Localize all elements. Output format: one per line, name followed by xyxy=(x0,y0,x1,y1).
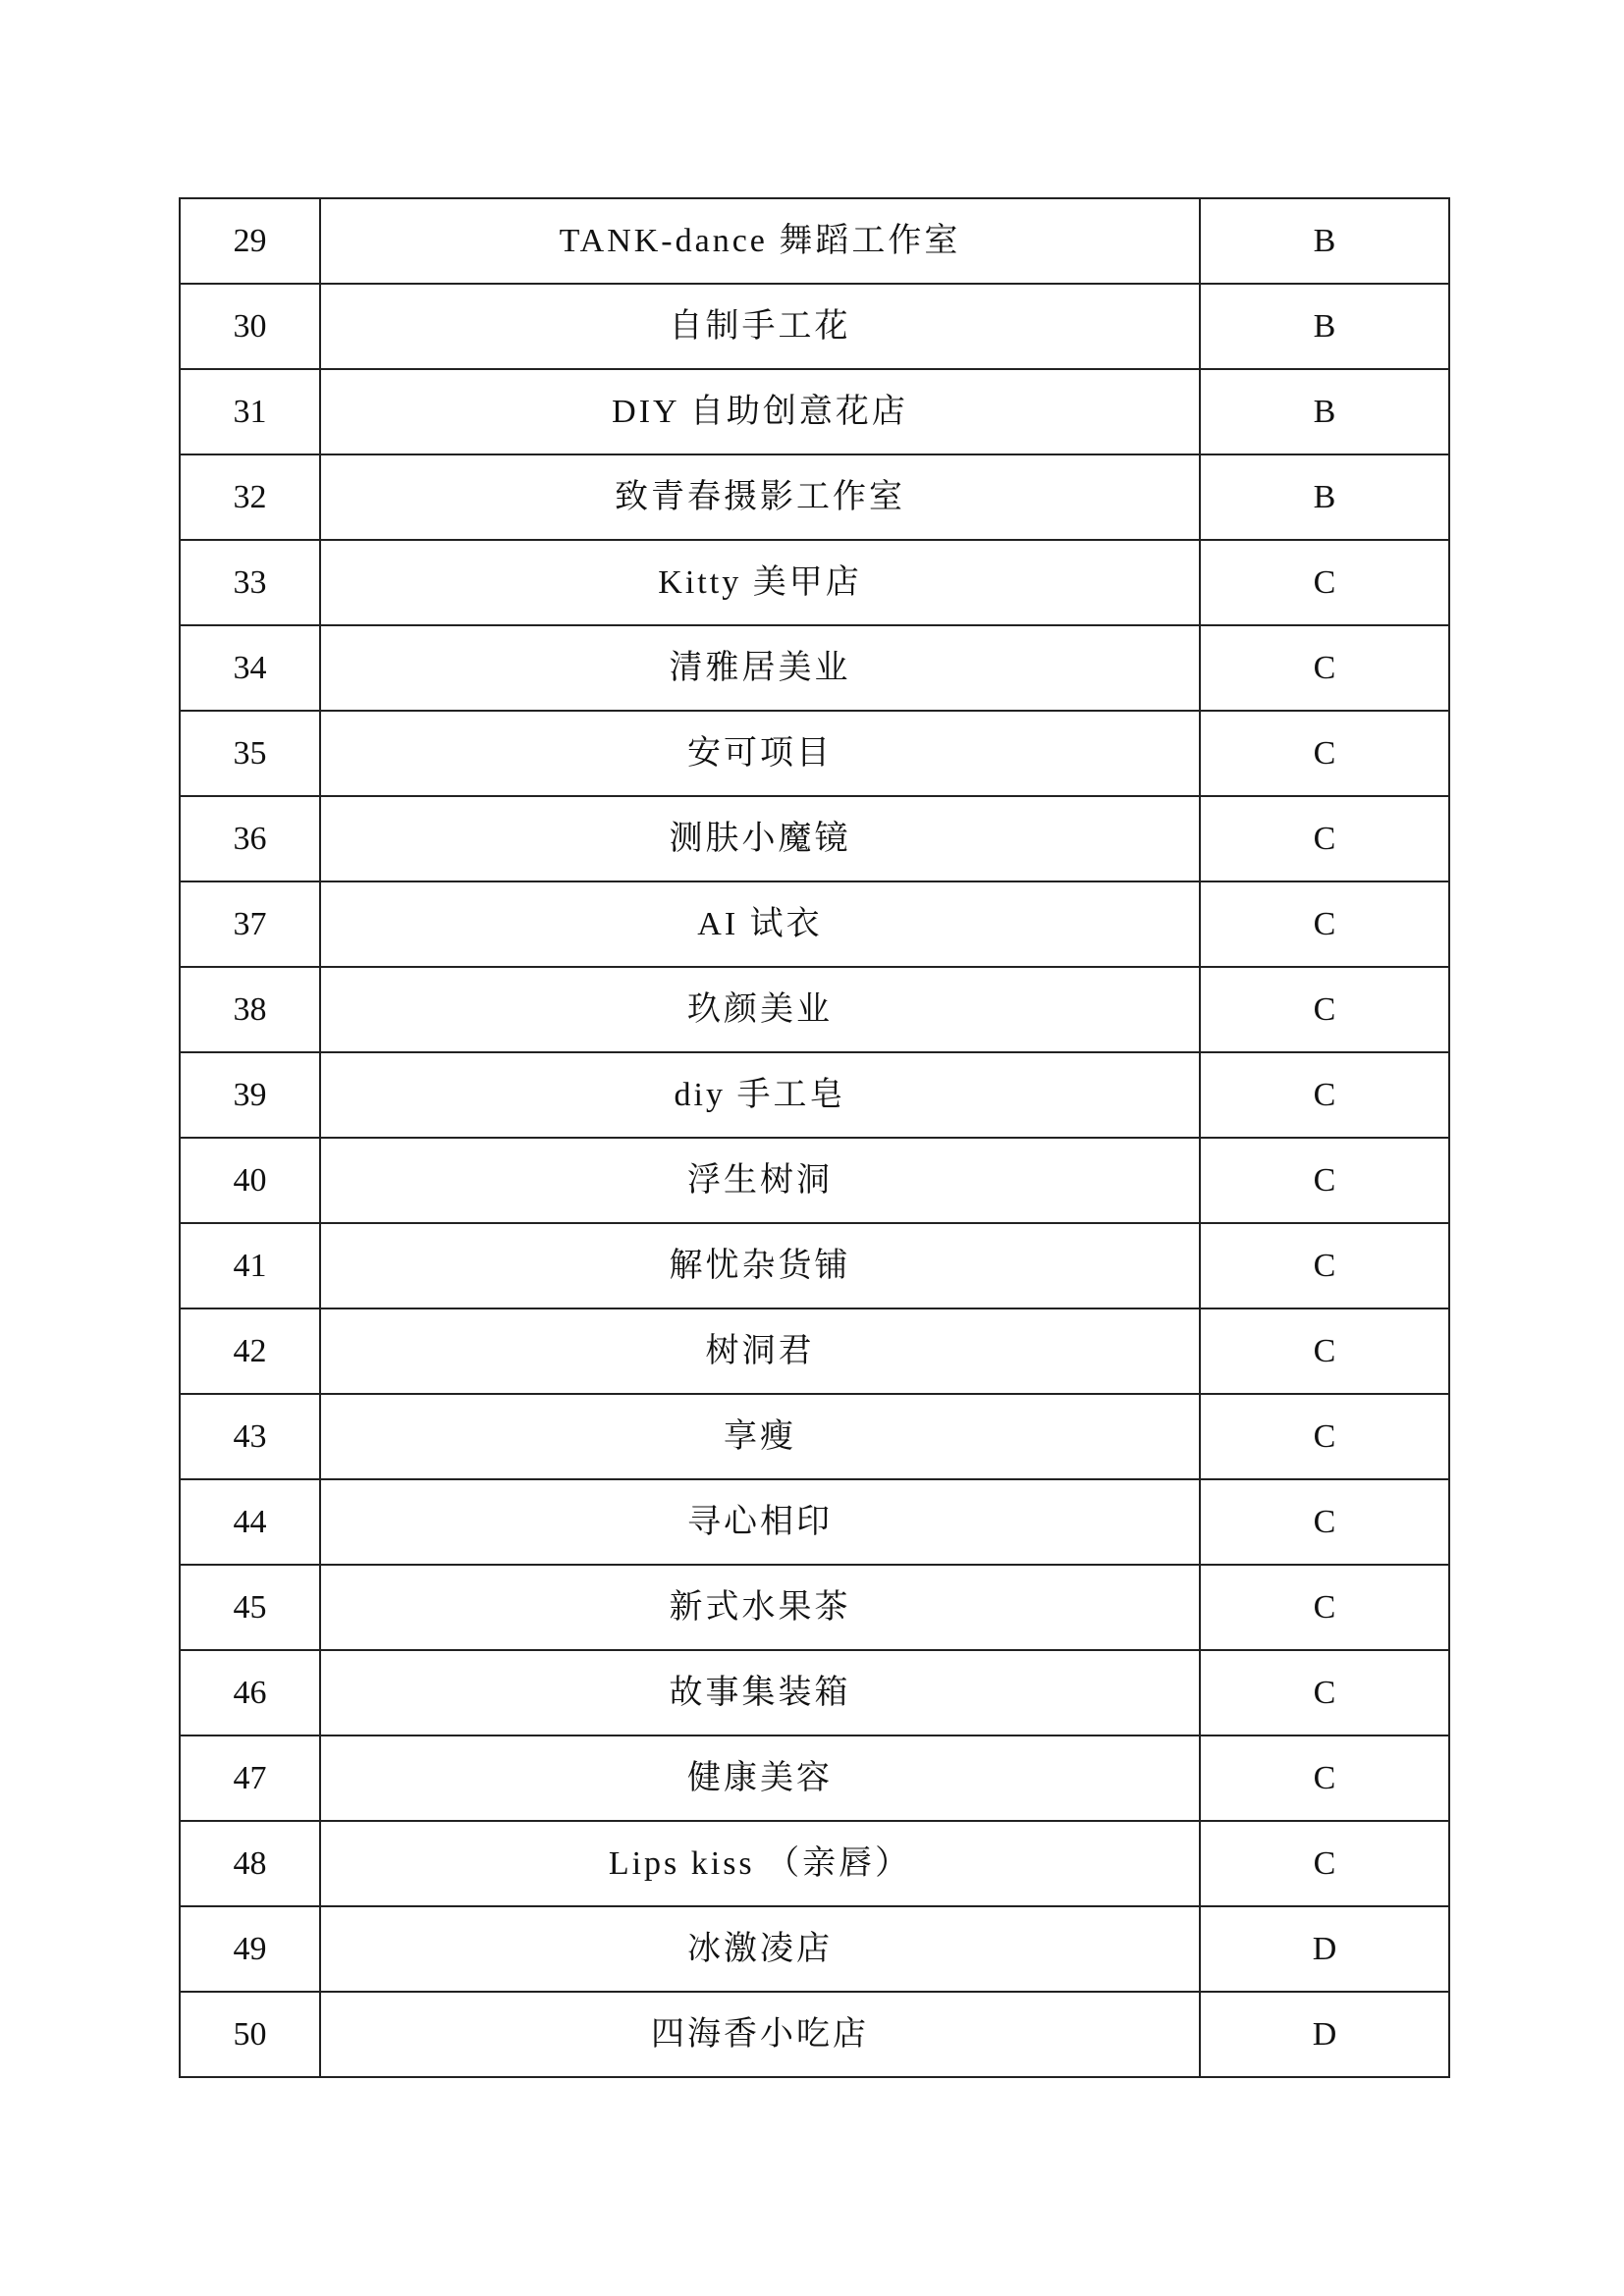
row-number-cell: 37 xyxy=(180,881,320,967)
grade-cell: B xyxy=(1200,369,1449,454)
project-name-cell: 清雅居美业 xyxy=(320,625,1200,711)
project-name-cell: 浮生树洞 xyxy=(320,1138,1200,1223)
project-name-cell: Kitty 美甲店 xyxy=(320,540,1200,625)
row-number-cell: 40 xyxy=(180,1138,320,1223)
table-row xyxy=(180,1906,1449,1992)
row-number-cell: 38 xyxy=(180,967,320,1052)
row-number-cell: 49 xyxy=(180,1906,320,1992)
row-number-cell: 36 xyxy=(180,796,320,881)
row-number-cell: 34 xyxy=(180,625,320,711)
row-number-cell: 44 xyxy=(180,1479,320,1565)
grade-cell: C xyxy=(1200,1565,1449,1650)
row-number-cell: 33 xyxy=(180,540,320,625)
project-name-cell: 故事集装箱 xyxy=(320,1650,1200,1735)
row-number-cell: 41 xyxy=(180,1223,320,1308)
project-name-cell: 玖颜美业 xyxy=(320,967,1200,1052)
project-name-cell: 享瘦 xyxy=(320,1394,1200,1479)
project-name-cell: 解忧杂货铺 xyxy=(320,1223,1200,1308)
grade-cell: C xyxy=(1200,1308,1449,1394)
project-name-cell: 寻心相印 xyxy=(320,1479,1200,1565)
table-row xyxy=(180,1992,1449,2077)
row-number-cell: 31 xyxy=(180,369,320,454)
grade-cell: C xyxy=(1200,625,1449,711)
table-row xyxy=(180,1479,1449,1565)
project-name-cell: 自制手工花 xyxy=(320,284,1200,369)
grade-cell: C xyxy=(1200,1138,1449,1223)
grade-cell: C xyxy=(1200,1821,1449,1906)
grade-cell: D xyxy=(1200,1906,1449,1992)
project-name-cell: 新式水果茶 xyxy=(320,1565,1200,1650)
row-number-cell: 30 xyxy=(180,284,320,369)
project-name-cell: 树洞君 xyxy=(320,1308,1200,1394)
row-number-cell: 29 xyxy=(180,198,320,284)
grade-cell: C xyxy=(1200,881,1449,967)
table-row xyxy=(180,1138,1449,1223)
project-name-cell: 测肤小魔镜 xyxy=(320,796,1200,881)
grade-cell: C xyxy=(1200,1394,1449,1479)
project-name-cell: 四海香小吃店 xyxy=(320,1992,1200,2077)
grade-cell: B xyxy=(1200,284,1449,369)
row-number-cell: 47 xyxy=(180,1735,320,1821)
grade-cell: C xyxy=(1200,1052,1449,1138)
table-row xyxy=(180,1394,1449,1479)
table-row xyxy=(180,967,1449,1052)
table-row xyxy=(180,540,1449,625)
grade-cell: C xyxy=(1200,796,1449,881)
table-row xyxy=(180,1821,1449,1906)
table-row xyxy=(180,1735,1449,1821)
table-row xyxy=(180,198,1449,284)
table-row xyxy=(180,1565,1449,1650)
project-name-cell: TANK-dance 舞蹈工作室 xyxy=(320,198,1200,284)
project-name-cell: 安可项目 xyxy=(320,711,1200,796)
grade-cell: C xyxy=(1200,1223,1449,1308)
row-number-cell: 42 xyxy=(180,1308,320,1394)
grade-cell: C xyxy=(1200,540,1449,625)
grade-cell: B xyxy=(1200,198,1449,284)
row-number-cell: 32 xyxy=(180,454,320,540)
table-row xyxy=(180,284,1449,369)
table-row xyxy=(180,625,1449,711)
table-row xyxy=(180,1052,1449,1138)
table-row xyxy=(180,711,1449,796)
project-name-cell: AI 试衣 xyxy=(320,881,1200,967)
table-row xyxy=(180,454,1449,540)
table-body xyxy=(180,198,1449,2077)
row-number-cell: 45 xyxy=(180,1565,320,1650)
table-row xyxy=(180,796,1449,881)
project-grade-table xyxy=(179,197,1450,2078)
grade-cell: C xyxy=(1200,711,1449,796)
project-name-cell: diy 手工皂 xyxy=(320,1052,1200,1138)
grade-cell: C xyxy=(1200,1650,1449,1735)
row-number-cell: 39 xyxy=(180,1052,320,1138)
table-row xyxy=(180,369,1449,454)
grade-cell: B xyxy=(1200,454,1449,540)
grade-cell: C xyxy=(1200,1479,1449,1565)
project-name-cell: 冰激凌店 xyxy=(320,1906,1200,1992)
row-number-cell: 50 xyxy=(180,1992,320,2077)
row-number-cell: 43 xyxy=(180,1394,320,1479)
project-name-cell: 致青春摄影工作室 xyxy=(320,454,1200,540)
table-row xyxy=(180,1308,1449,1394)
grade-cell: D xyxy=(1200,1992,1449,2077)
row-number-cell: 35 xyxy=(180,711,320,796)
row-number-cell: 48 xyxy=(180,1821,320,1906)
table-row xyxy=(180,1223,1449,1308)
project-name-cell: Lips kiss （亲唇） xyxy=(320,1821,1200,1906)
grade-cell: C xyxy=(1200,1735,1449,1821)
row-number-cell: 46 xyxy=(180,1650,320,1735)
grade-cell: C xyxy=(1200,967,1449,1052)
table-row xyxy=(180,881,1449,967)
table-row xyxy=(180,1650,1449,1735)
project-name-cell: DIY 自助创意花店 xyxy=(320,369,1200,454)
project-name-cell: 健康美容 xyxy=(320,1735,1200,1821)
